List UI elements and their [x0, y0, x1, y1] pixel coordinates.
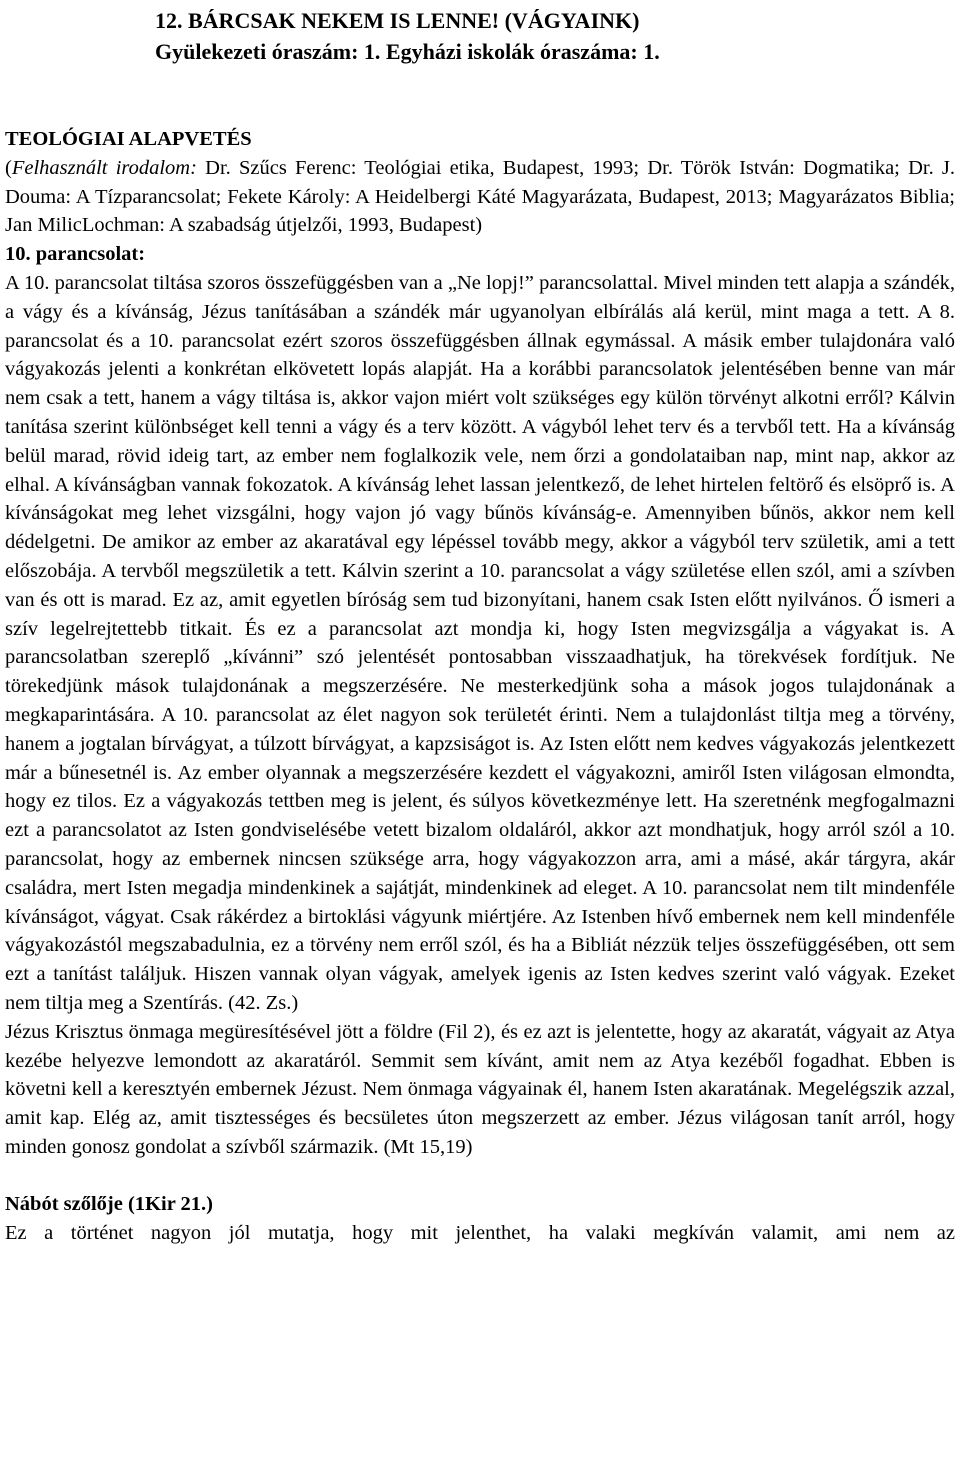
body-paragraph-2: Jézus Krisztus önmaga megüresítésével jött a földre (Fil 2), és ez azt is jelentette, hogy az akaratát, vágyait az Atya kezébe helyezve lemondott az akaratáról. Semmit sem kívánt, amit nem az Atya kezéből fogadhat. Ebben is követni kell a keresztyén embernek Jézust. Nem önmaga vágyainak él, hanem Isten akaratának. Megelégszik azzal, amit kap. Elég az, amit tisztességes és becsületes úton megszerzett az ember. Jézus világosan tanít arról, hogy minden gonosz gondolat a szívből származik. (Mt 15,19): [5, 1020, 955, 1158]
page-title: 12. BÁRCSAK NEKEM IS LENNE! (VÁGYAINK): [155, 8, 640, 33]
document-page: [5, 0, 955, 1248]
sources-label: Felhasznált irodalom:: [11, 156, 197, 179]
spacer: [5, 67, 955, 125]
document-header: [5, 5, 955, 67]
page-subtitle: Gyülekezeti óraszám: 1. Egyházi iskolák óraszáma: 1.: [155, 39, 660, 64]
body-paragraph-3: Ez a történet nagyon jól mutatja, hogy mit jelenthet, ha valaki megkíván valamit, ami nem az: [5, 1222, 955, 1245]
sources-open-paren: (: [5, 156, 12, 179]
section-heading-nabot: Nábót szőlője (1Kir 21.): [5, 1193, 214, 1216]
section-heading-theology: TEOLÓGIAI ALAPVETÉS: [5, 128, 252, 150]
sources-text: Dr. Szűcs Ferenc: Teológiai etika, Budapest, 1993; Dr. Török István: Dogmatika; Dr. J. Douma: A Tízparancsolat; Fekete Károly: A Heidelbergi Káté Magyarázata, Budapest, 2013; Magyarázatos Biblia; Jan MilicLochman: A szabadság útjelzői, 1993, Budapest): [5, 156, 955, 237]
body-paragraph-1: A 10. parancsolat tiltása szoros összefüggésben van a „Ne lopj!” parancsolattal. Mivel minden tett alapja a szándék, a vágy és a kívánság, Jézus tanításában a szándék már ugyanolyan elbírálás alá kerül, mint maga a tett. A 8. parancsolat és a 10. parancsolat ezért szoros összefüggésben állnak egymással. A másik ember tulajdonára való vágyakozás jelenti a konkrétan elkövetett lopás alapját. Ha a korábbi parancsolatok jelentésében benne van már nem csak a tett, hanem a vágy tiltása is, akkor vajon miért volt szükséges egy külön törvényt alkotni erről? Kálvin tanítása szerint különbséget kell tenni a vágy és a terv között. A vágyból lehet terv és a tervből tett. Ha a kívánság belül marad, rövid ideig tart, az ember nem foglalkozik vele, nem őrzi a gondolataiban nap, mint nap, akkor az elhal. A kívánságban vannak fokozatok. A kívánság lehet lassan jelentkező, de lehet hirtelen feltörő és elsöprő is. A kívánságokat meg lehet vizsgálni, hogy vajon jó vagy bűnös kívánság-e. Amennyiben bűnös, akkor nem kell dédelgetni. De amikor az ember az akaratával egy lépéssel tovább megy, akkor a vágyból terv születik, ami a tett előszobája. A tervből megszületik a tett. Kálvin szerint a 10. parancsolat a vágy születése ellen szól, ami a szívben van és ott is marad. Ez az, amit egyetlen bíróság sem tud bizonyítani, hanem csak Isten előtt nyilvános. Ő ismeri a szív legelrejtettebb titkait. És ez a parancsolat azt mondja ki, hogy Isten megvizsgálja a vágyakat is. A parancsolatban szereplő „kívánni” szó jelentését pontosabban visszaadhatjuk, ha törekvések fordítjuk. Ne törekedjünk mások tulajdonának a megszerzésére. Ne mesterkedjünk soha a mások jogos tulajdonának a megkaparintására. A 10. parancsolat az élet nagyon sok területét érinti. Nem a tulajdonlást tiltja meg a törvény, hanem a jogtalan bírvágyat, a túlzott bírvágyat, a kapzsiságot is. Az Isten előtt nem kedves vágyakozás jelentkezett már a bűnesetnél is. Az ember olyannak a megszerzésére kezdett el vágyakozni, amiről Isten világosan elmondta, hogy ez tilos. Ez a vágyakozás tettben meg is jelent, és súlyos következménye lett. Ha szeretnénk megfogalmazni ezt a parancsolatot az Isten gondviselésébe vetett bizalom oldaláról, akkor azt mondhatjuk, hogy arról szól a 10. parancsolat, hogy az embernek nincsen szüksége arra, hogy vágyakozzon arra, ami a másé, akár tárgyra, akár családra, mert Isten megadja mindenkinek a sajátját, mindenkinek ad eleget. A 10. parancsolat nem tilt mindenféle kívánságot, vágyat. Csak rákérdez a birtoklási vágyunk miértjére. Az Istenben hívő embernek nem kell mindenféle vágyakozástól megszabadulnia, ez a törvény nem erről szól, és ha a Bibliát nézzük teljes összefüggésében, ott sem ezt a tanítást találjuk. Hiszen vannak olyan vágyak, amelyek igenis az Isten kedves szerint való vágyak. Ezeket nem tiltja meg a Szentírás. (42. Zs.): [5, 271, 955, 1014]
sources-paragraph: [5, 154, 955, 240]
command-heading: 10. parancsolat:: [5, 243, 146, 266]
spacer: [5, 1162, 955, 1191]
